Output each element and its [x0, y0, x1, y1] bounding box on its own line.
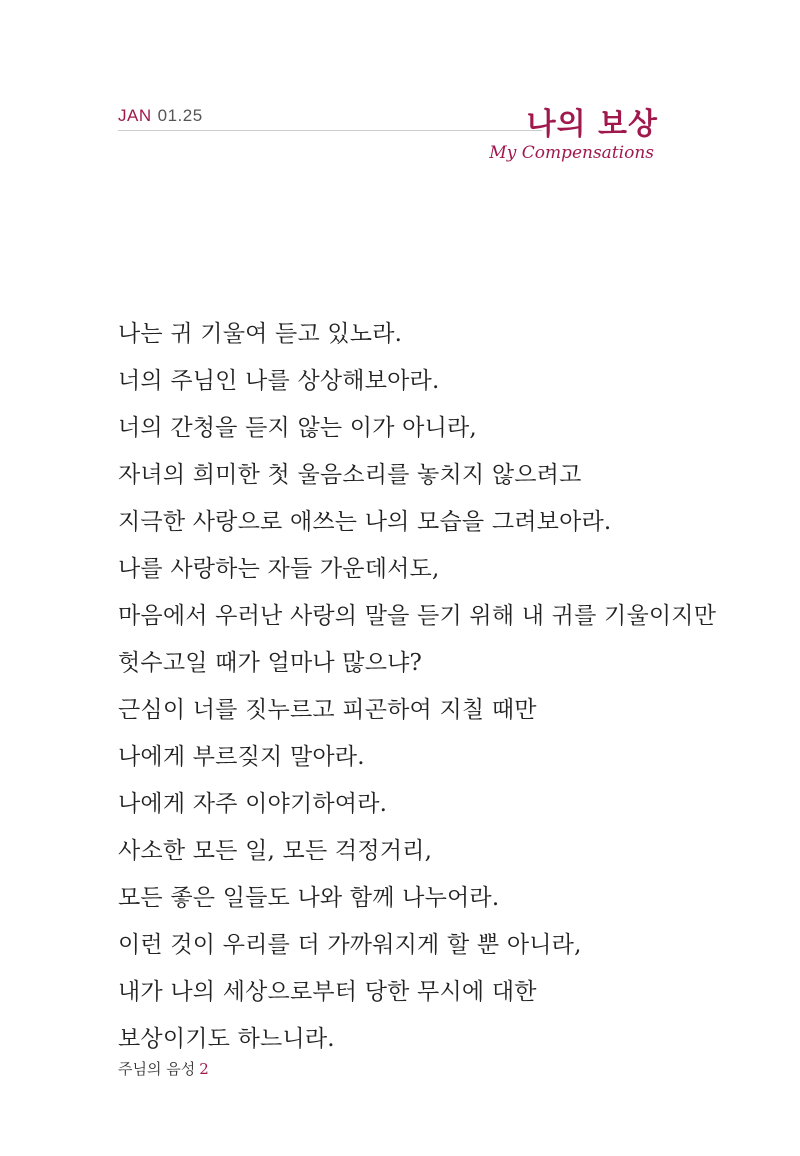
poem-line: 나를 사랑하는 자들 가운데서도, — [118, 556, 440, 582]
poem-line: 마음에서 우러난 사랑의 말을 듣기 위해 내 귀를 기울이지만 — [118, 603, 717, 629]
poem-line: 모든 좋은 일들도 나와 함께 나누어라. — [118, 885, 500, 911]
footer-book-title: 주님의 음성 — [118, 1060, 196, 1078]
page-number: 2 — [199, 1060, 209, 1078]
date-month: JAN — [118, 106, 152, 125]
poem-line: 내가 나의 세상으로부터 당한 무시에 대한 — [118, 979, 537, 1005]
poem-body — [118, 316, 758, 1068]
poem-line: 보상이기도 하느니라. — [118, 1026, 335, 1052]
poem-line: 나에게 자주 이야기하여라. — [118, 791, 388, 817]
poem-line: 나는 귀 기울여 듣고 있노라. — [118, 321, 403, 347]
poem-line: 나에게 부르짖지 말아라. — [118, 744, 365, 770]
date-day: 01.25 — [157, 106, 203, 125]
poem-line: 이런 것이 우리를 더 가까워지게 할 뿐 아니라, — [118, 932, 582, 958]
date-label — [118, 106, 203, 126]
poem-line: 너의 간청을 듣지 않는 이가 아니라, — [118, 415, 477, 441]
poem-line: 사소한 모든 일, 모든 걱정거리, — [118, 838, 433, 864]
page-subtitle: My Compensations — [489, 143, 654, 163]
page-title: 나의 보상 — [526, 107, 658, 142]
header-divider — [118, 130, 542, 131]
poem-line: 지극한 사랑으로 애쓰는 나의 모습을 그려보아라. — [118, 509, 612, 535]
poem-line: 근심이 너를 짓누르고 피곤하여 지칠 때만 — [118, 697, 537, 723]
poem-line: 자녀의 희미한 첫 울음소리를 놓치지 않으려고 — [118, 462, 582, 488]
poem-line: 헛수고일 때가 얼마나 많으냐? — [118, 650, 423, 676]
page-footer — [118, 1058, 209, 1079]
poem-line: 너의 주님인 나를 상상해보아라. — [118, 368, 440, 394]
